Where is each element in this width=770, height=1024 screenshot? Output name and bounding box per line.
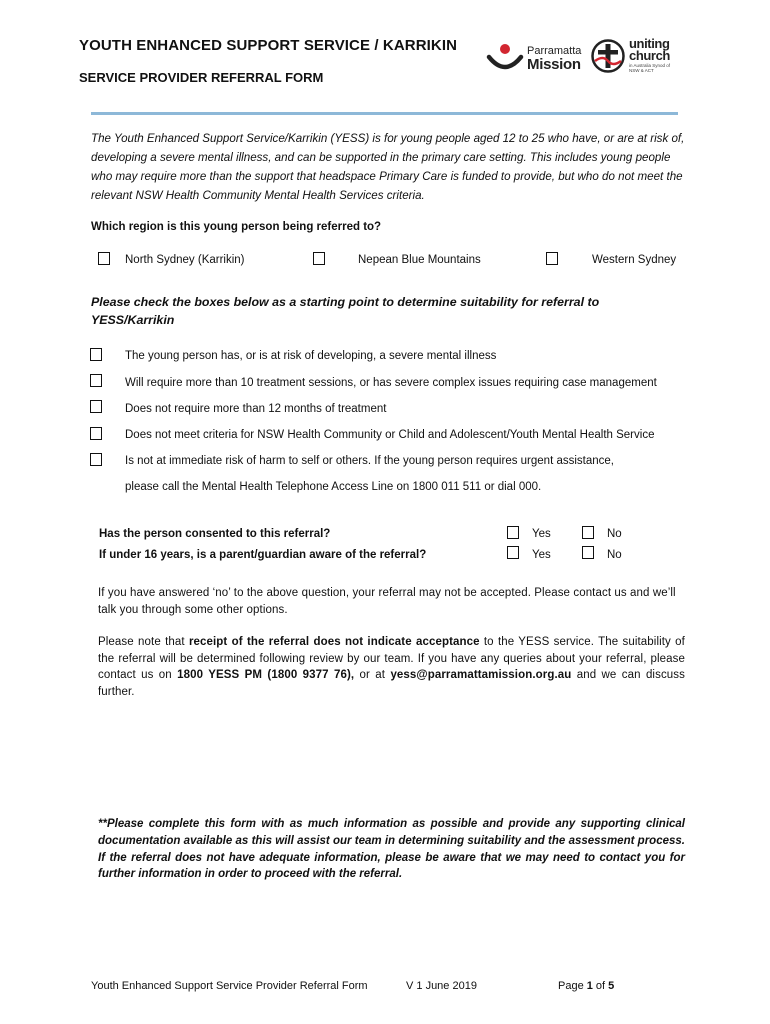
parramatta-mission-emblem-icon [486,43,524,73]
footer-version: V 1 June 2019 [406,980,477,992]
criteria-checkbox-5[interactable] [90,453,102,466]
criteria-label-5-continued: please call the Mental Health Telephone Access Line on 1800 011 511 or dial 000. [125,481,542,493]
logo-uc-line2: church [629,48,670,63]
logo-pm-line2: Mission [527,56,581,73]
logo-uc-line3: in Australia Synod of NSW & ACT [629,63,671,73]
contact-email[interactable]: yess@parramattamission.org.au [390,669,572,681]
guardian-yes-checkbox[interactable] [507,546,519,559]
guardian-yes-label: Yes [532,549,551,561]
criteria-label-1: The young person has, or is at risk of developing, a severe mental illness [125,350,497,362]
region-checkbox-western-sydney[interactable] [546,252,558,265]
region-checkbox-north-sydney[interactable] [98,252,110,265]
criteria-checkbox-2[interactable] [90,374,102,387]
criteria-label-5: Is not at immediate risk of harm to self or others. If the young person requires urgent assistance, [125,455,614,467]
guardian-no-label: No [607,549,622,561]
region-label-nepean-blue-mountains: Nepean Blue Mountains [358,254,481,266]
consent-no-checkbox[interactable] [582,526,594,539]
guardian-no-checkbox[interactable] [582,546,594,559]
logo-pm-line1: Parramatta [527,45,582,57]
criteria-label-3: Does not require more than 12 months of treatment [125,403,387,415]
criteria-checkbox-4[interactable] [90,427,102,440]
intro-text: The Youth Enhanced Support Service/Karrikin (YESS) is for young people aged 12 to 25 who have, or are at risk of, developing a severe mental illness, and can be supported in the primary care setting. This includes young people who may require more than the support that headspace Primary Care is funded to provide, but who do not meet the relevant NSW Health Community Mental Health Services criteria. [91,132,685,202]
consent-no-label: No [607,528,622,540]
region-question: Which region is this young person being referred to? [91,221,382,233]
footer-page-number: Page 1 of 5 [558,980,615,992]
header-divider [91,112,678,115]
criteria-checkbox-1[interactable] [90,348,102,361]
criteria-label-2: Will require more than 10 treatment sessions, or has severe complex issues requiring case management [125,377,657,389]
important-note: **Please complete this form with as much information as possible and provide any supporting clinical documentation available as this will assist our team in determining suitability and the assessment process. If the referral does not have adequate information, please be aware that we may need to contact you for further information in order to proceed with the referral. [98,818,685,881]
contact-phone: 1800 YESS PM (1800 9377 76), [177,669,355,681]
logo-uc-line1: uniting [629,36,670,51]
consent-yes-checkbox[interactable] [507,526,519,539]
acceptance-notice: Please note that receipt of the referral does not indicate acceptance to the YESS service. The suitability of the referral will be determined following review by our team. If you have any queries about your referral, please contact us on 1800 YESS PM (1800 9377 76), or at yess@parramattamission.org.au and we can discuss further. [98,636,685,698]
region-label-north-sydney: North Sydney (Karrikin) [125,254,245,266]
consent-question: Has the person consented to this referral? [99,528,331,540]
form-subtitle: SERVICE PROVIDER REFERRAL FORM [79,70,324,85]
criteria-checkbox-3[interactable] [90,400,102,413]
acceptance-emphasis: receipt of the referral does not indicate acceptance [188,636,480,648]
uniting-church-cross-icon [591,39,625,73]
region-checkbox-nepean-blue-mountains[interactable] [313,252,325,265]
suitability-heading: Please check the boxes below as a starting point to determine suitability for referral to YESS/Karrikin [91,295,600,327]
consent-yes-label: Yes [532,528,551,540]
form-title: YOUTH ENHANCED SUPPORT SERVICE / KARRIKIN [79,37,458,54]
criteria-label-4: Does not meet criteria for NSW Health Community or Child and Adolescent/Youth Mental Health Service [125,429,655,441]
region-label-western-sydney: Western Sydney [592,254,677,266]
guardian-question: If under 16 years, is a parent/guardian aware of the referral? [99,549,427,561]
parramatta-mission-logo [486,40,586,74]
uniting-church-logo [591,37,681,77]
footer-form-name: Youth Enhanced Support Service Provider Referral Form [91,980,368,992]
no-answer-notice: If you have answered ‘no’ to the above question, your referral may not be accepted. Please contact us and we’ll talk you through some other options. [98,587,676,616]
